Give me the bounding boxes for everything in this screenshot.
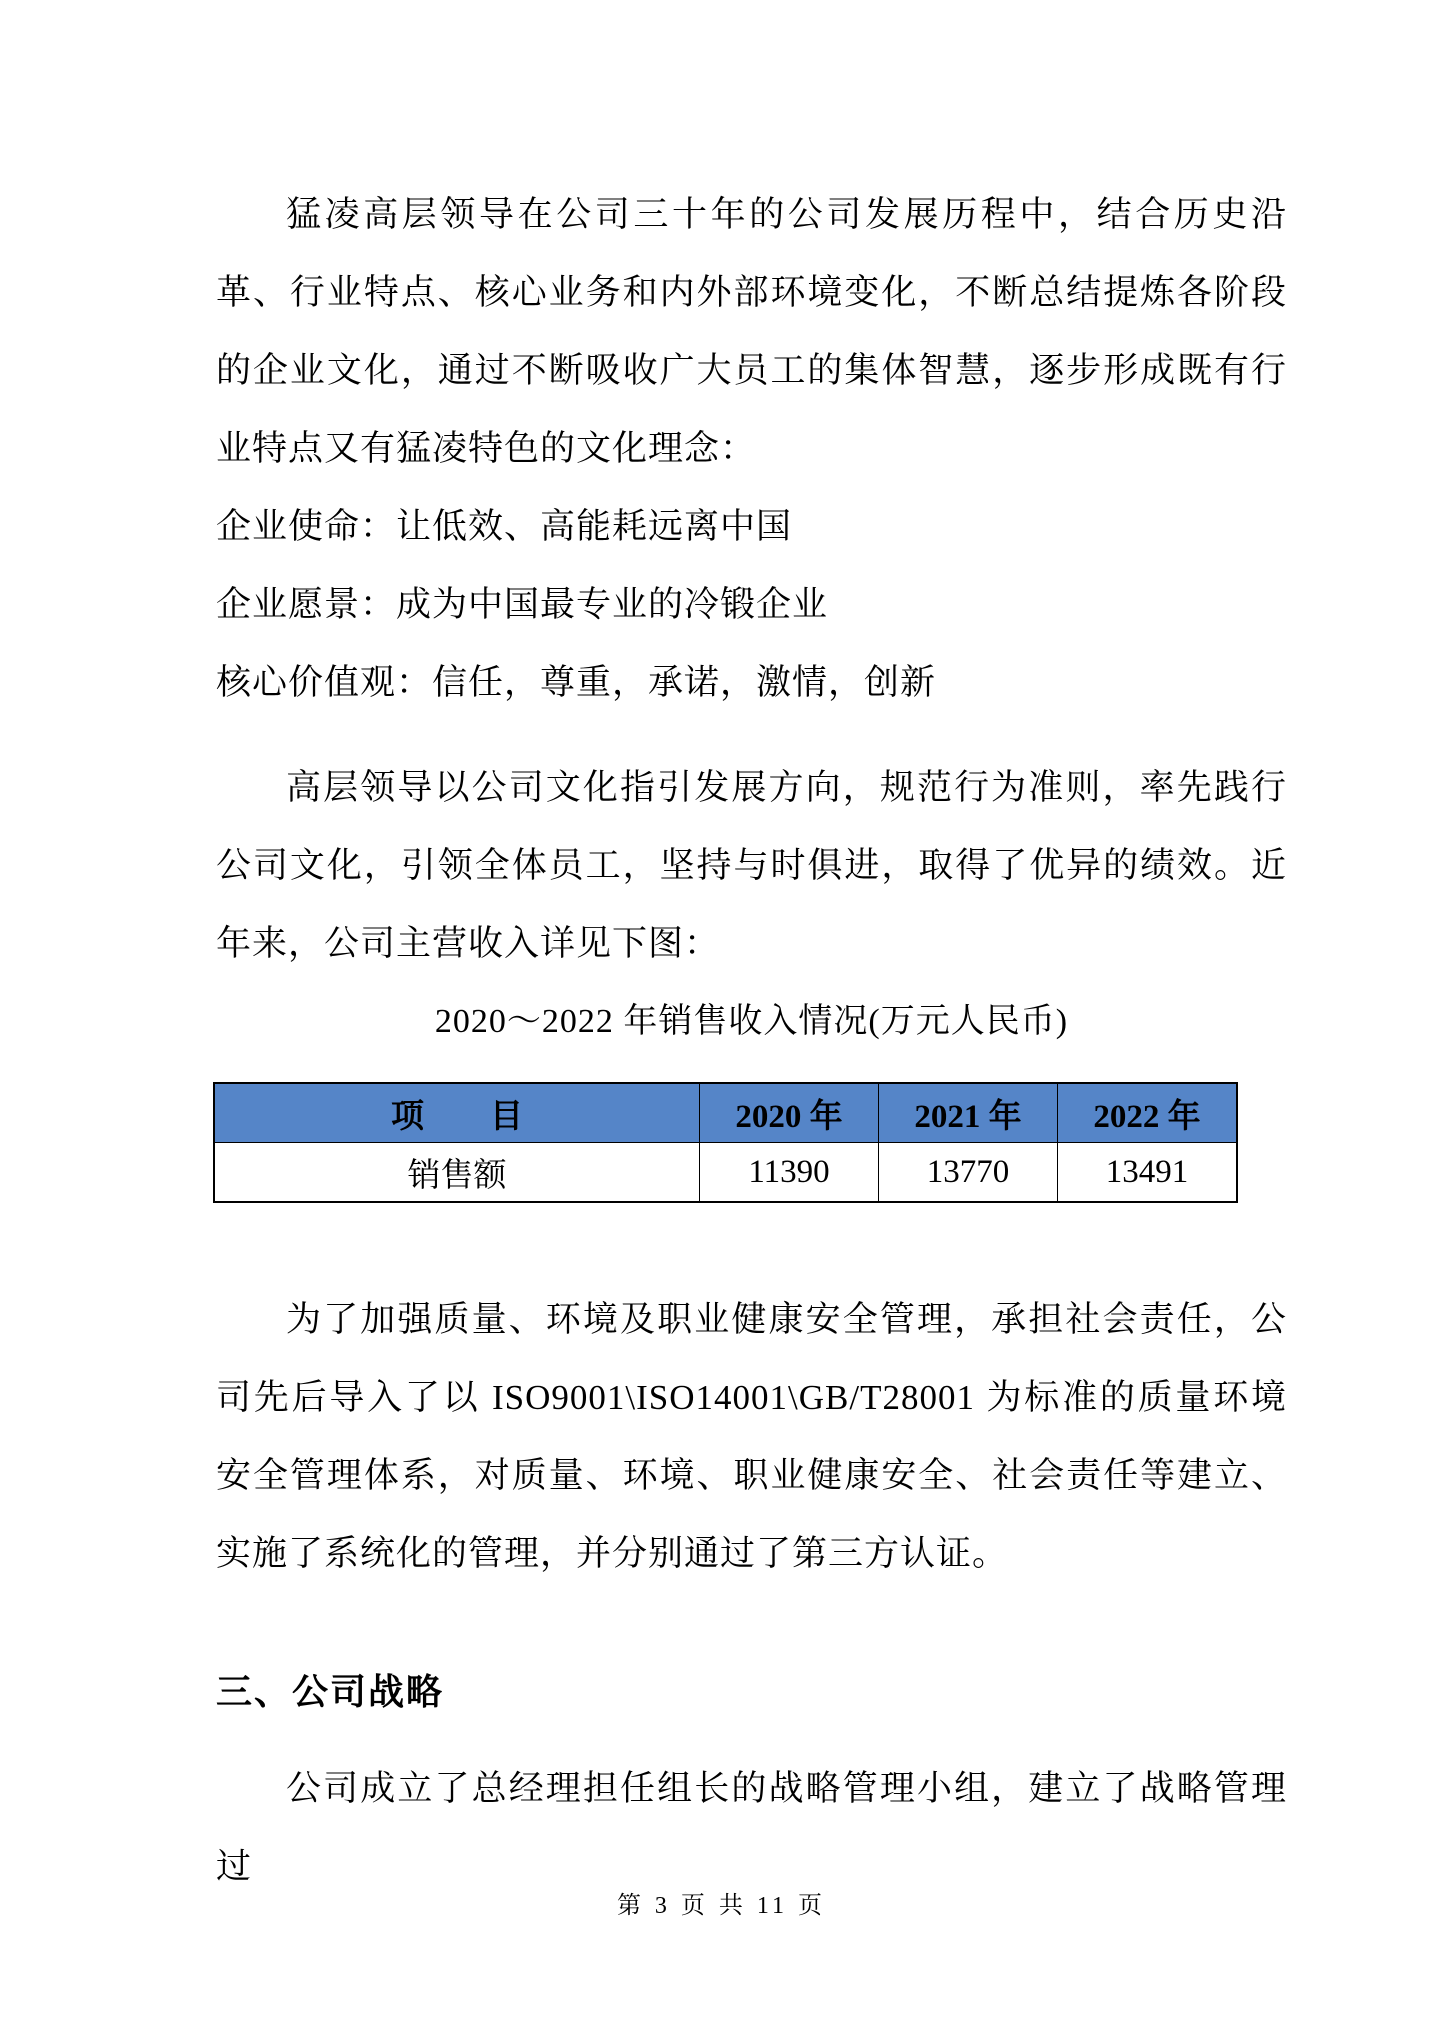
sales-revenue-table: [213, 1082, 1238, 1203]
table-caption: 2020～2022 年销售收入情况(万元人民币): [434, 1003, 1069, 1040]
body-paragraph-iso: 为了加强质量、环境及职业健康安全管理，承担社会责任，公司先后导入了以 ISO9001\ISO14001\GB/T28001 为标准的质量环境安全管理体系，对质量、环境、职业健康安全、社会责任等建立、实施了系统化的管理，并分别通过了第三方认证。: [216, 1300, 1287, 1573]
table-header-2022: 2022 年: [1058, 1083, 1238, 1143]
core-values-line: 核心价值观：信任，尊重，承诺，激情，创新: [216, 663, 937, 702]
table-cell-2020-value: 11390: [700, 1143, 879, 1203]
table-cell-2022-value: 13491: [1058, 1143, 1238, 1203]
footer-page-number: 第 3 页 共 11 页: [616, 1893, 827, 1919]
table-cell-2021-value: 13770: [879, 1143, 1058, 1203]
table-header-item: 项 目: [214, 1083, 700, 1143]
section-heading-strategy: 三、公司战略: [216, 1671, 445, 1712]
page-content: [216, 176, 1287, 1906]
table-row-sales: [214, 1143, 1237, 1203]
body-paragraph-culture: 猛凌高层领导在公司三十年的公司发展历程中，结合历史沿革、行业特点、核心业务和内外部环境变化，不断总结提炼各阶段的企业文化，通过不断吸收广大员工的集体智慧，逐步形成既有行业特点又有猛凌特色的文化理念：: [216, 195, 1287, 468]
table-header-row: [214, 1083, 1237, 1143]
table-header-2020: 2020 年: [700, 1083, 879, 1143]
body-paragraph-leadership: 高层领导以公司文化指引发展方向，规范行为准则，率先践行公司文化，引领全体员工，坚持与时俱进，取得了优异的绩效。近年来，公司主营收入详见下图：: [216, 768, 1287, 963]
mission-line: 企业使命：让低效、高能耗远离中国: [216, 507, 793, 546]
vision-line: 企业愿景：成为中国最专业的冷锻企业: [216, 585, 829, 624]
table-header-2021: 2021 年: [879, 1083, 1058, 1143]
body-paragraph-strategy: 公司成立了总经理担任组长的战略管理小组，建立了战略管理过: [216, 1769, 1287, 1886]
table-cell-row-label: 销售额: [214, 1143, 700, 1203]
